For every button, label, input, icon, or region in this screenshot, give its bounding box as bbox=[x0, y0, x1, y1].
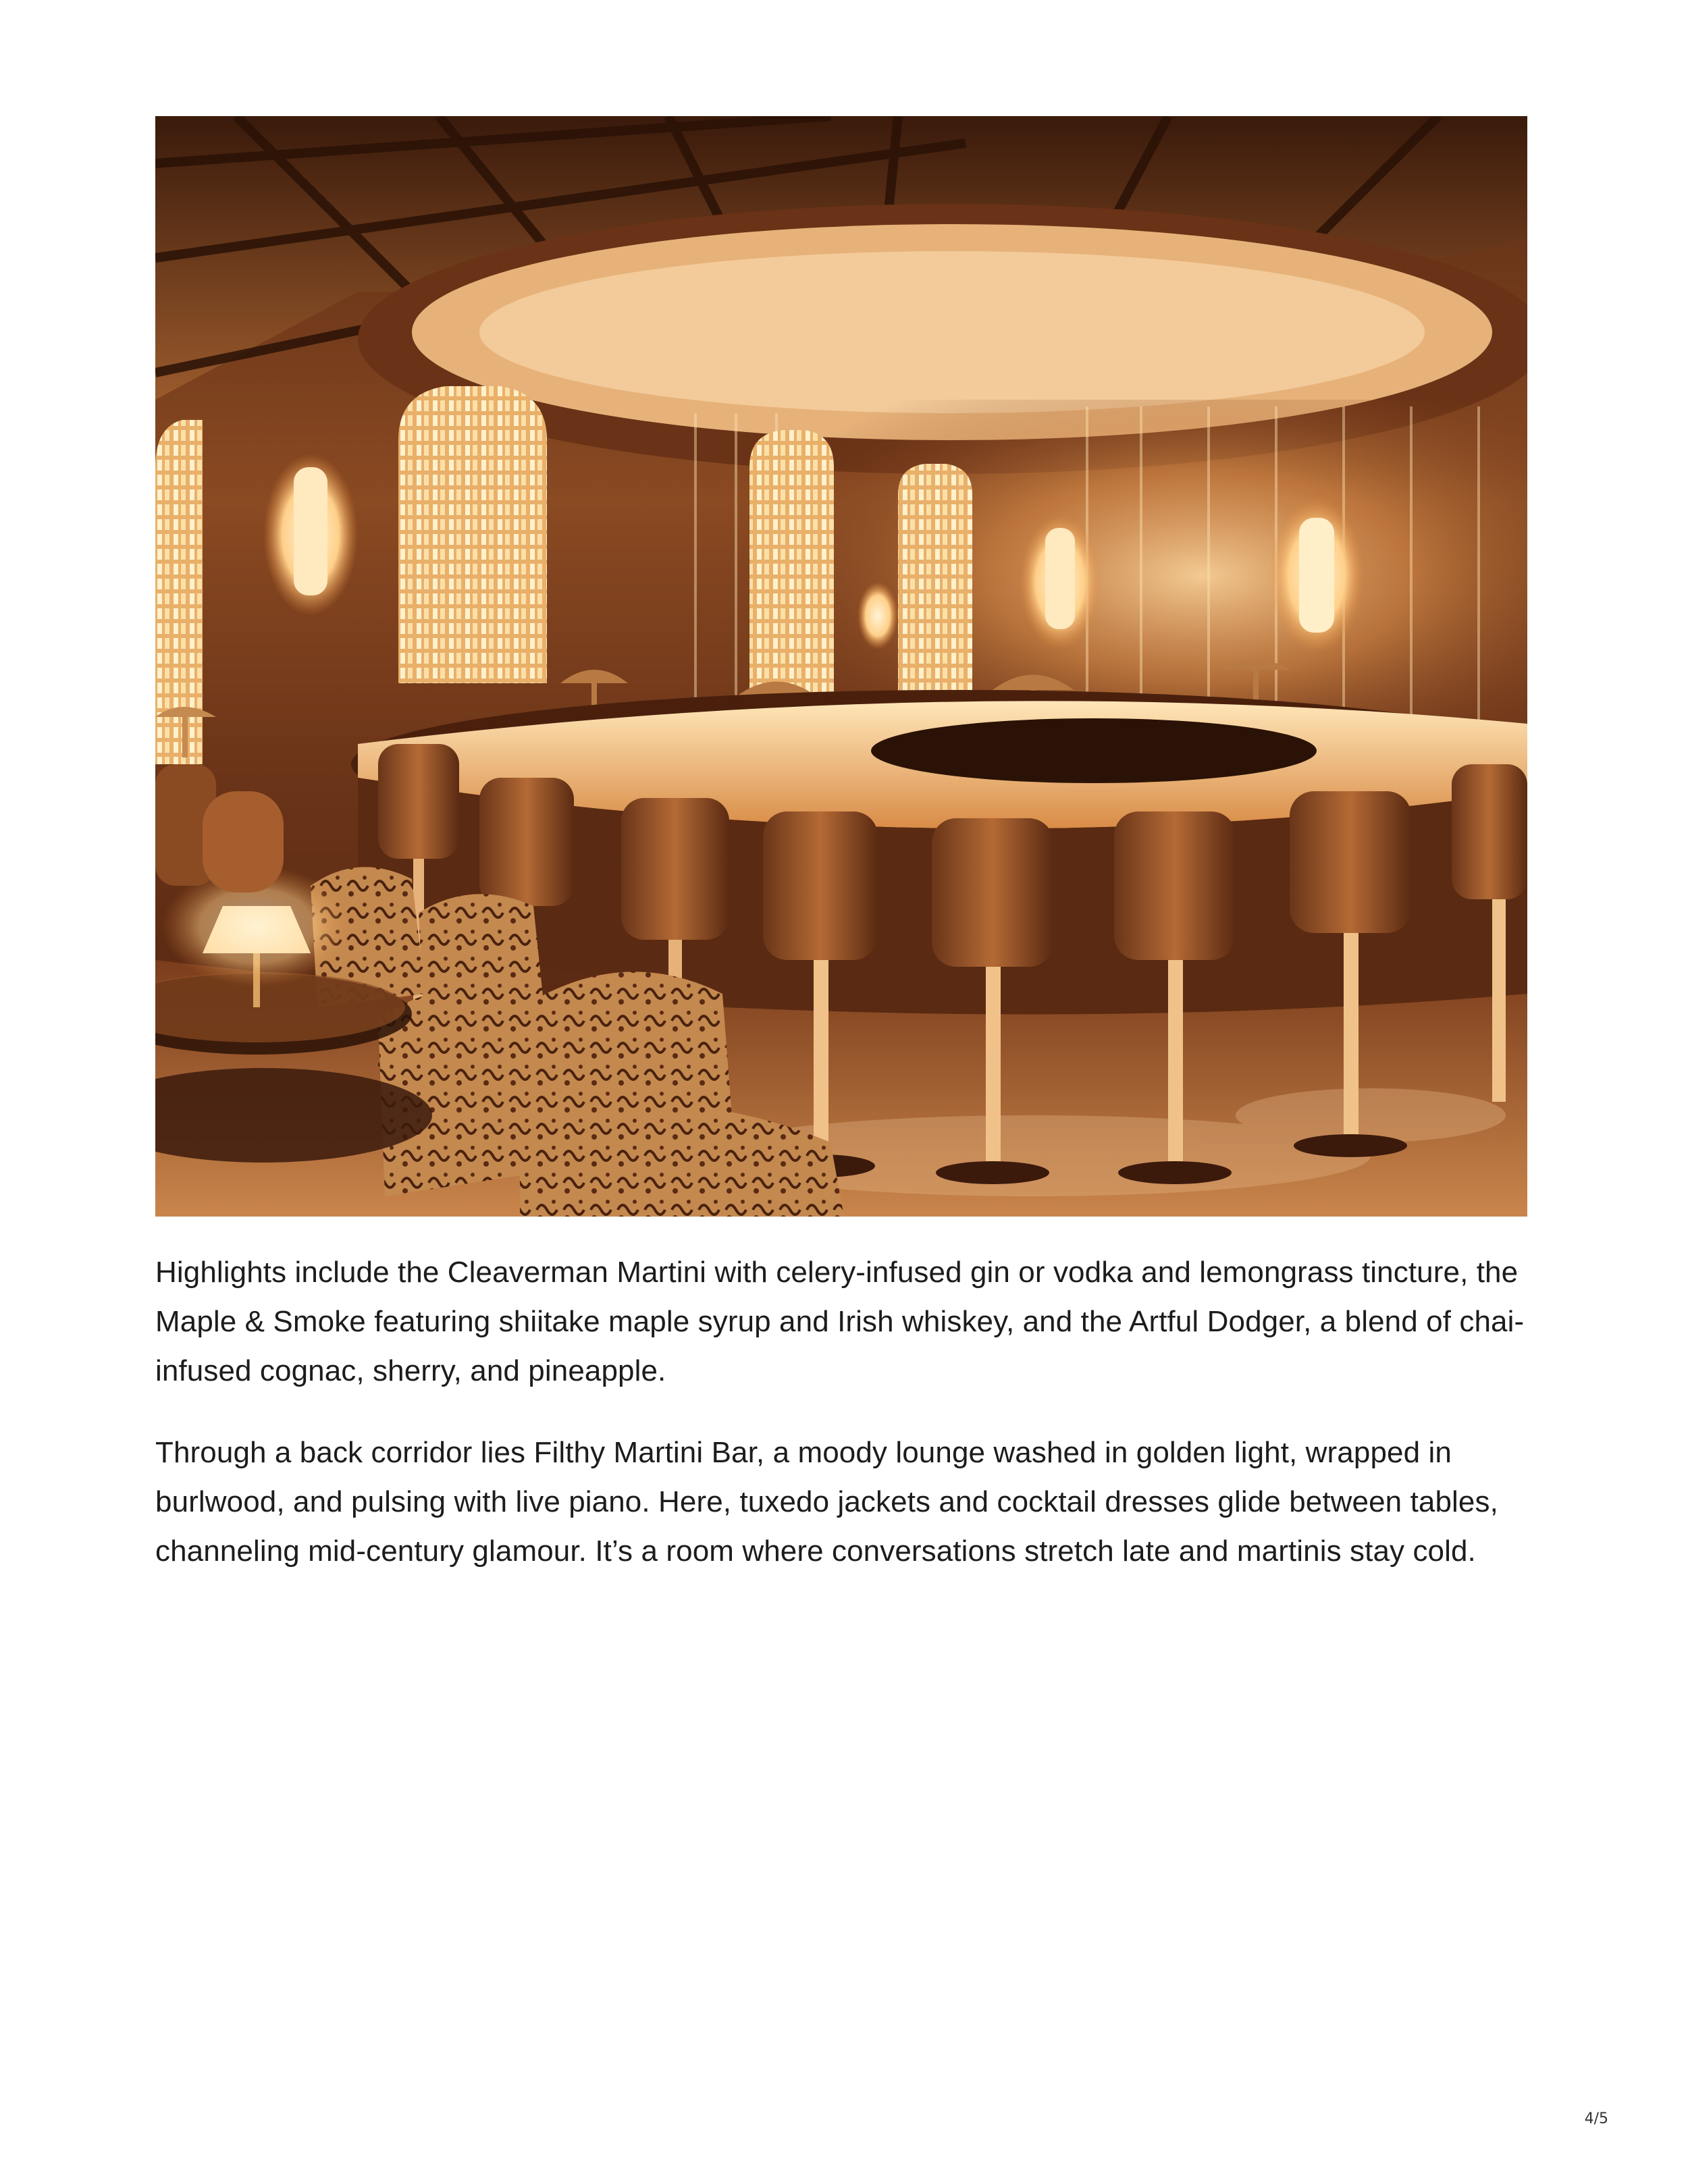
article-body bbox=[155, 1248, 1533, 1608]
page-number: 4/5 bbox=[1584, 2110, 1608, 2127]
article-paragraph-filthy-martini-bar: Through a back corridor lies Filthy Martini Bar, a moody lounge washed in golden light, wrapped in burlwood, and pulsing with live piano. Here, tuxedo jackets and cocktail dresses glide between tables, channeling mid-century glamour. It’s a room where conversations stretch late and martinis stay cold. bbox=[155, 1436, 1498, 1568]
article-paragraph-cocktails: Highlights include the Cleaverman Martini with celery-infused gin or vodka and lemongrass tincture, the Maple & Smoke featuring shiitake maple syrup and Irish whiskey, and the Artful Dodger, a blend of chai-infused cognac, sherry, and pineapple. bbox=[155, 1256, 1525, 1387]
bar-interior-photo bbox=[155, 116, 1527, 1217]
